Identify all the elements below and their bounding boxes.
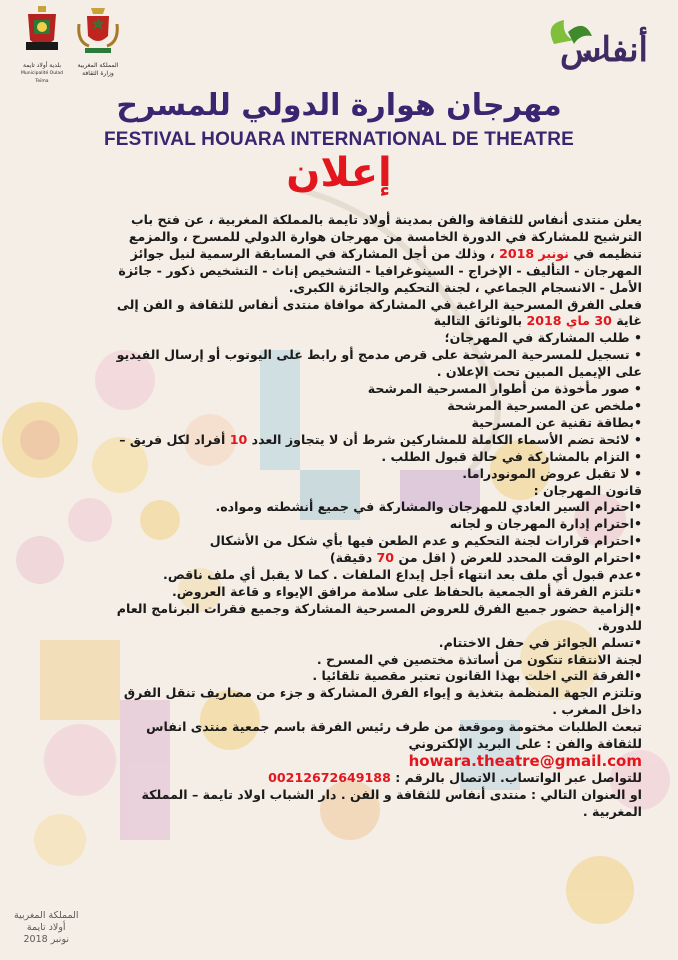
body-line: غاية 30 ماي 2018 بالوثائق التالية — [433, 313, 642, 329]
footer-date: نونبر 2018 — [23, 934, 69, 945]
body-line: وتلتزم الجهة المنظمة بتغذية و إيواء الفرق المشاركة و جزء من مصاريف تنقل الفرق — [123, 685, 642, 701]
body-line: للثقافة والفن : على البريد الإلكتروني — [408, 736, 642, 752]
body-line: •احترام قرارات لجنة التحكيم و عدم الطعن فيها بأي شكل من الأشكال — [209, 533, 642, 549]
municipality-logo — [18, 6, 66, 86]
anfas-logo — [534, 14, 664, 94]
rules-heading: قانون المهرجان : — [533, 482, 642, 498]
anfas-wordmark: أنفاس — [560, 30, 648, 70]
partner-logos — [18, 6, 122, 86]
body-line: • لائحة تضم الأسماء الكاملة للمشاركين شرط أن لا يتجاوز العدد 10 أفراد لكل فريق – — [119, 431, 642, 447]
body-line: •ملخص عن المسرحية المرشحة — [447, 397, 642, 413]
body-line: • لا تقبل عروض المونودراما. — [462, 465, 642, 481]
body-line: او العنوان التالي : منتدى أنفاس للثقافة و الفن . دار الشباب اولاد تايمة – المملكة — [141, 786, 642, 802]
body-line: •الفرقة التي اخلت بهذا القانون تعتبر مقصية تلقائيا . — [312, 668, 642, 684]
body-line: الأمل - الانسجام الجماعي ، لجنة التحكيم والجائزة الكبرى. — [288, 279, 642, 295]
body-line: للتواصل عبر الواتساب. الاتصال بالرقم : 00212672649188 — [268, 769, 642, 785]
footer-country: المملكة المغربية — [14, 910, 79, 921]
ministry-logo — [74, 6, 122, 78]
max-duration: 70 — [376, 550, 395, 566]
festival-title-french: FESTIVAL HOUARA INTERNATIONAL DE THEATRE — [104, 129, 574, 150]
body-line: •احترام السير العادي للمهرجان والمشاركة في جميع أنشطته ومواده. — [215, 499, 642, 515]
body-line: الترشيح للمشاركة في الدورة الخامسة من مهرجان هوارة الدولي للمسرح ، والمزمع — [128, 228, 642, 244]
footer-stamp — [14, 910, 78, 946]
footer-city: أولاد تايمة — [26, 922, 66, 933]
deadline-date: 30 ماي 2018 — [526, 313, 612, 329]
body-line: •عدم قبول أي ملف بعد انتهاء أجل إيداع الملفات . كما لا يقبل أي ملف ناقص. — [163, 567, 642, 583]
announcement-heading: إعلان — [286, 150, 392, 196]
body-line: • تسجيل للمسرحية المرشحة على قرص مدمج أو رابط على اليوتوب أو إرسال الفيديو — [116, 347, 642, 363]
body-line: لجنة الانتقاء تتكون من أساتذة مختصين في المسرح . — [316, 651, 642, 667]
ministry-caption: وزارة الثقافة — [82, 70, 114, 77]
municipality-emblem-icon — [24, 6, 60, 58]
body-line: على الإيميل المبين تحت الإعلان . — [436, 364, 642, 380]
contact-phone[interactable]: 00212672649188 — [268, 769, 391, 785]
body-line: تبعث الطلبات مختومة وموقعة من طرف رئيس الفرقة باسم جمعية منتدى انفاس — [146, 719, 642, 735]
body-line: للدورة. — [597, 617, 642, 633]
festival-title-arabic: مهرجان هوارة الدولي للمسرح — [116, 88, 562, 123]
body-line: • طلب المشاركة في المهرجان؛ — [444, 330, 642, 346]
contact-email-link[interactable]: howara.theatre@gmail.com — [408, 752, 642, 770]
body-line: داخل المغرب . — [552, 702, 642, 718]
municipality-caption: بلدية أولاد تايمة — [22, 62, 62, 69]
festival-date: نونبر 2018 — [499, 245, 569, 261]
body-line: تنظيمه في نونبر 2018 ، وذلك من أجل المشاركة في المسابقة الرسمية لنيل جوائز — [130, 245, 642, 261]
body-line: •بطاقة تقنية عن المسرحية — [471, 414, 642, 430]
announcement-body — [60, 212, 642, 821]
body-line: المهرجان - التأليف - الإخراج - السينوغرافيا - التشخيص إناث - التشخيص ذكور - جائزة — [118, 262, 642, 278]
body-line: •احترام الوقت المحدد للعرض ( اقل من 70 دقيقة) — [329, 550, 642, 566]
body-line: • صور مأخوذة من أطوار المسرحية المرشحة — [367, 381, 642, 397]
kingdom-coat-of-arms-icon — [75, 6, 121, 58]
body-line: المغربية . — [582, 803, 642, 819]
body-line: •إلزامية حضور جميع الفرق للعروض المسرحية المشاركة وجميع فقرات البرنامج العام — [116, 600, 642, 616]
kingdom-caption: المملكة المغربية — [77, 62, 119, 69]
body-line: •تسلم الجوائز في حفل الاختتام. — [438, 634, 642, 650]
body-line: • التزام بالمشاركة في حالة قبول الطلب . — [381, 448, 642, 464]
body-line: •تلتزم الفرقة أو الجمعية بالحفاظ على سلامة مرافق الإيواء و قاعة العروض. — [172, 583, 642, 599]
body-line: فعلى الفرق المسرحية الراغبة في المشاركة موافاة منتدى أنفاس للثقافة و الفن إلى — [116, 296, 642, 312]
municipality-caption-fr: Municipalité Oulad Teïma — [21, 71, 63, 84]
body-line: يعلن منتدى أنفاس للثقافة والفن بمدينة أولاد تايمة بالمملكة المغربية ، عن فتح باب — [131, 212, 642, 227]
max-members: 10 — [229, 431, 248, 447]
body-line: •احترام إدارة المهرجان و لجانه — [449, 516, 642, 532]
